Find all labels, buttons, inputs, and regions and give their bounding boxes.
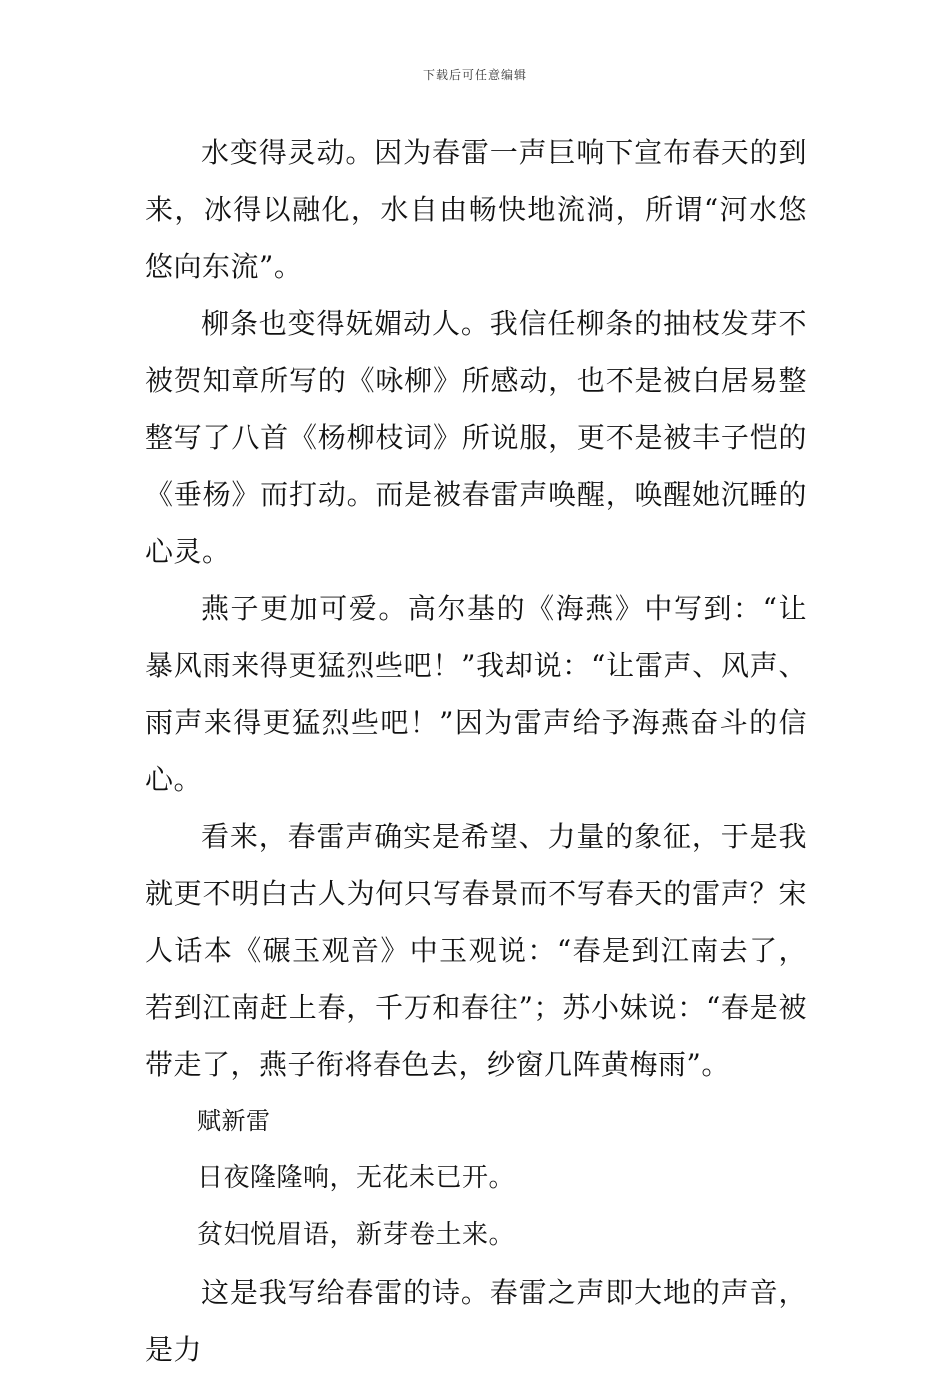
paragraph-4: 看来，春雷声确实是希望、力量的象征，于是我就更不明白古人为何只写春景而不写春天的雷声？宋人话本《碾玉观音》中玉观说：“春是到江南去了，若到江南赶上春，千万和春往”；苏小妹说：“春是被带走了，燕子衔将春色去，纱窗几阵黄梅雨”。 — [145, 820, 807, 1081]
poem-line-1: 日夜隆隆响，无花未已开。 — [197, 1163, 516, 1193]
document-body — [145, 124, 807, 1378]
page-header-note: 下载后可任意编辑 — [422, 68, 527, 82]
paragraph-3: 燕子更加可爱。高尔基的《海燕》中写到：“让暴风雨来得更猛烈些吧！”我却说：“让雷声、风声、雨声来得更猛烈些吧！”因为雷声给予海燕奋斗的信心。 — [145, 592, 807, 796]
paragraph-2: 柳条也变得妩媚动人。我信任柳条的抽枝发芽不被贺知章所写的《咏柳》所感动，也不是被白居易整整写了八首《杨柳枝词》所说服，更不是被丰子恺的《垂杨》而打动。而是被春雷声唤醒，唤醒她沉睡的心灵。 — [145, 307, 807, 568]
closing-paragraph: 这是我写给春雷的诗。春雷之声即大地的声音，是力 — [145, 1276, 807, 1366]
paragraph-1: 水变得灵动。因为春雷一声巨响下宣布春天的到来，冰得以融化，水自由畅快地流淌，所谓“河水悠悠向东流”。 — [145, 136, 807, 283]
poem-line-2: 贫妇悦眉语，新芽卷土来。 — [197, 1220, 516, 1250]
poem-title: 赋新雷 — [197, 1107, 271, 1135]
